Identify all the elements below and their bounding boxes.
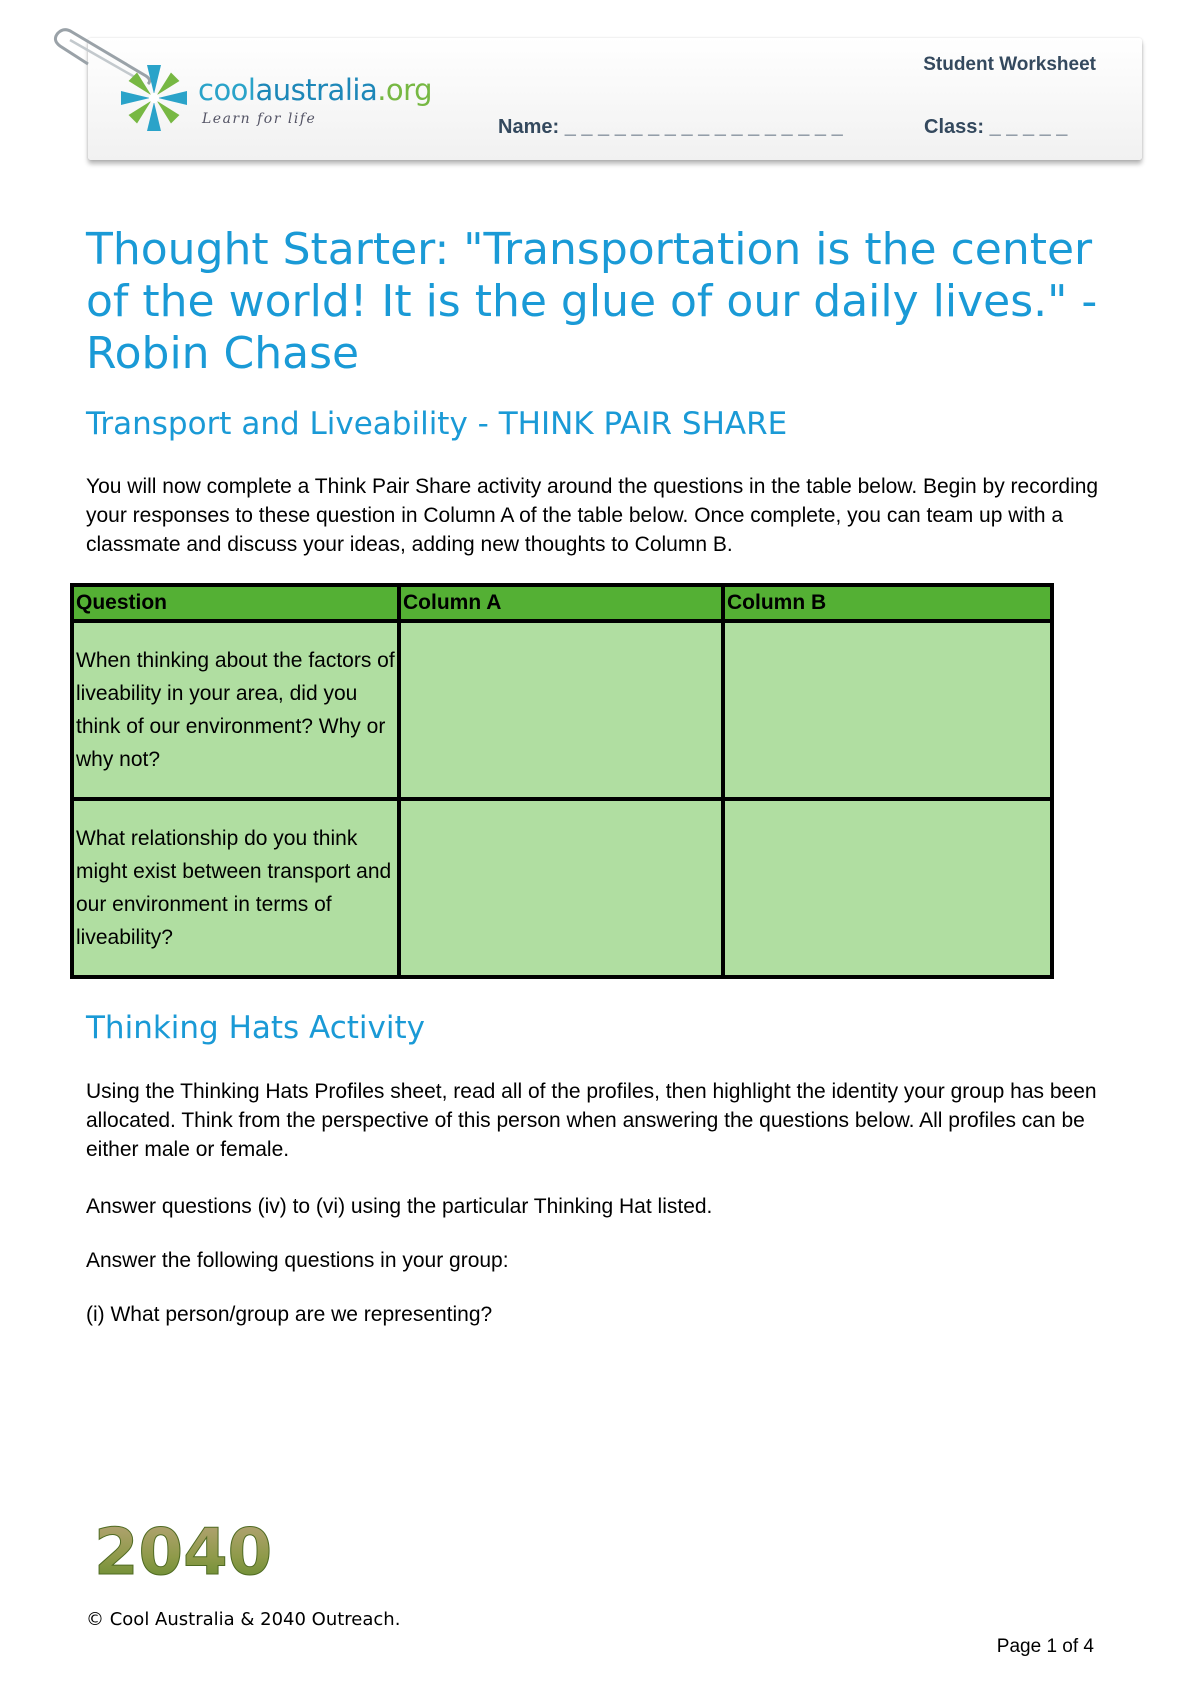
- class-field: Class: _ _ _ _ _: [924, 116, 1068, 138]
- question-cell: When thinking about the factors of liveability in your area, did you think of our environment? Why or why not?: [72, 621, 399, 799]
- svg-text:2040: 2040: [94, 1516, 273, 1590]
- cool-australia-logo-icon: [118, 62, 190, 134]
- question-i: (i) What person/group are we representing?: [86, 1303, 493, 1326]
- column-b-answer-cell[interactable]: [723, 799, 1052, 977]
- page-number: Page 1 of 4: [996, 1636, 1094, 1657]
- column-a-answer-cell[interactable]: [399, 799, 723, 977]
- section-heading-think-pair-share: Transport and Liveability - THINK PAIR SHARE: [86, 406, 788, 442]
- column-b-answer-cell[interactable]: [723, 621, 1052, 799]
- copyright-notice: © Cool Australia & 2040 Outreach.: [86, 1609, 401, 1630]
- column-header-question: Question: [72, 585, 399, 621]
- column-a-answer-cell[interactable]: [399, 621, 723, 799]
- table-header-row: [72, 585, 1052, 621]
- page-title: Thought Starter: "Transportation is the center of the world! It is the glue of our daily lives." - Robin Chase: [86, 224, 1098, 379]
- logo-tagline: Learn for life: [202, 111, 317, 127]
- worksheet-label: Student Worksheet: [923, 54, 1096, 75]
- table-row: [72, 799, 1052, 977]
- name-field: Name: _ _ _ _ _ _ _ _ _ _ _ _ _ _ _ _ _: [498, 116, 843, 138]
- logo-2040-icon: [92, 1512, 273, 1590]
- question-cell: What relationship do you think might exist between transport and our environment in terms of liveability?: [72, 799, 399, 977]
- column-header-b: Column B: [723, 585, 1052, 621]
- table-row: [72, 621, 1052, 799]
- thinking-hats-note: Answer questions (iv) to (vi) using the particular Thinking Hat listed.: [86, 1195, 713, 1218]
- thinking-hats-instructions: Using the Thinking Hats Profiles sheet, read all of the profiles, then highlight the identity your group has been allocated. Think from the perspective of this person when answering the questions below. All profiles can be either male or female.: [86, 1080, 1097, 1161]
- cool-australia-logo-text: coolaustralia.org: [198, 73, 433, 107]
- group-questions-intro: Answer the following questions in your group:: [86, 1249, 509, 1272]
- section-heading-thinking-hats: Thinking Hats Activity: [86, 1010, 425, 1046]
- column-header-a: Column A: [399, 585, 723, 621]
- think-pair-share-instructions: You will now complete a Think Pair Share activity around the questions in the table below. Begin by recording your responses to these question in Column A of the table below. Once complete, you can team up with a classmate and discuss your ideas, adding new thoughts to Column B.: [86, 475, 1099, 556]
- think-pair-share-table: [70, 583, 1054, 979]
